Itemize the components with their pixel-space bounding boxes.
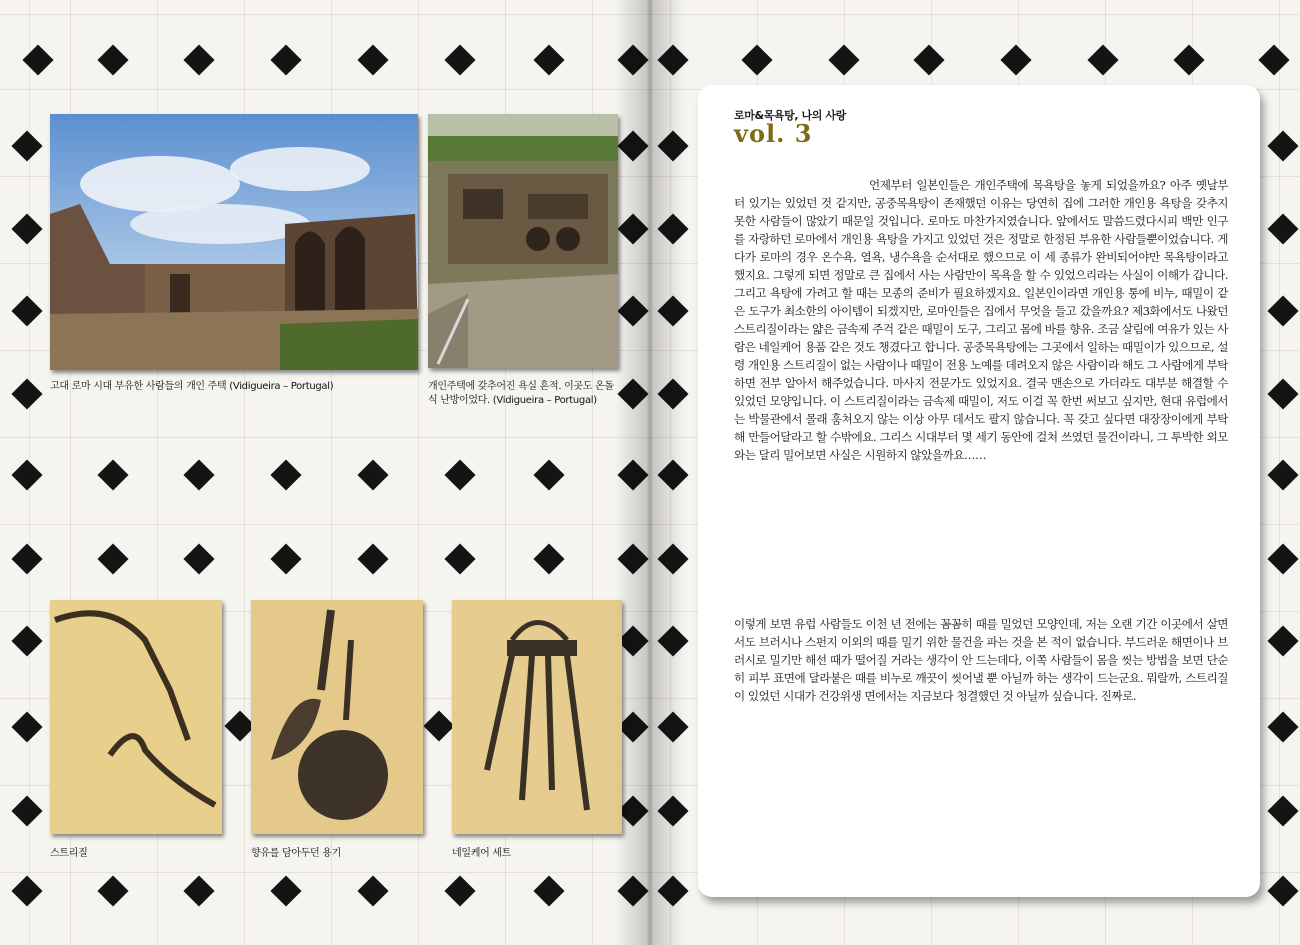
floor-tile [1267,130,1298,161]
volume-label: vol. 3 [734,119,813,148]
oil-container-photo [251,600,423,834]
floor-tile [1173,44,1204,75]
floor-tile [11,130,42,161]
floor-tile [1267,213,1298,244]
floor-tile [533,459,564,490]
floor-tile [1267,795,1298,826]
floor-tile [1267,875,1298,906]
floor-tile [11,459,42,490]
villa-bath-remains-photo [428,114,618,368]
article-card [698,85,1260,897]
floor-tile [444,459,475,490]
floor-tile [741,44,772,75]
floor-tile [270,44,301,75]
photo-caption: 고대 로마 시대 부유한 사람들의 개인 주택 (Vidigueira – Portugal) [50,381,334,392]
floor-tile [270,459,301,490]
floor-tile [357,875,388,906]
floor-tile [183,459,214,490]
floor-tile [828,44,859,75]
floor-tile [617,378,648,409]
floor-tile [11,295,42,326]
floor-tile [913,44,944,75]
floor-tile [1267,543,1298,574]
floor-tile [11,543,42,574]
floor-tile [617,795,648,826]
floor-tile [444,44,475,75]
floor-tile [97,44,128,75]
floor-tile [617,875,648,906]
floor-tile [1267,711,1298,742]
floor-tile [1000,44,1031,75]
floor-tile [657,44,688,75]
floor-tile [97,543,128,574]
floor-tile [183,543,214,574]
floor-tile [270,875,301,906]
floor-tile [183,875,214,906]
floor-tile [657,795,688,826]
nail-care-set-photo [452,600,622,834]
photo-caption: 네일케어 세트 [452,848,512,859]
floor-tile [22,44,53,75]
floor-tile [1258,44,1289,75]
floor-tile [657,875,688,906]
floor-tile [11,378,42,409]
floor-tile [357,543,388,574]
floor-tile [657,543,688,574]
floor-tile [423,710,454,741]
photo-caption: 향유를 담아두던 용기 [251,848,341,859]
photo-caption: 개인주택에 갖추어진 욕실 흔적. 이곳도 온돌식 난방이었다. (Vidigueira – Portugal) [428,381,614,406]
floor-tile [617,44,648,75]
strigil-photo [50,600,222,834]
floor-tile [11,875,42,906]
floor-tile [97,459,128,490]
floor-tile [657,459,688,490]
floor-tile [533,44,564,75]
floor-tile [617,295,648,326]
floor-tile [11,711,42,742]
floor-tile [617,130,648,161]
floor-tile [183,44,214,75]
floor-tile [444,543,475,574]
floor-tile [617,543,648,574]
floor-tile [357,44,388,75]
floor-tile [657,625,688,656]
floor-tile [270,543,301,574]
floor-tile [97,875,128,906]
series-title: 로마&목욕탕, 나의 사랑 [734,109,846,122]
article-paragraph: 이렇게 보면 유럽 사람들도 이천 년 전에는 꼼꼼히 때를 밀었던 모양인데, 저는 오랜 기간 이곳에서 살면서도 브러시나 스펀지 이외의 때를 밀기 위한 물건을 파는 것을 본 적이 없습니다. 부드러운 해면이나 브러시로 밀기만 해선 때가 떨어질 거라는 생각이 안 드는데다, 이쪽 사람들이 몸을 씻는 방법을 보면 단순히 피부 표면에 달라붙은 때를 비누로 깨끗이 씻어낼 뿐 아닐까 하는 생각이 드는군요. 뭐랄까, 스트리질이 있었던 시대가 건강위생 면에서는 지금보다 청결했던 것 아닐까 싶습니다. 진짜로. [734,617,1228,703]
floor-tile [357,459,388,490]
floor-tile [657,130,688,161]
floor-tile [657,711,688,742]
floor-tile [533,875,564,906]
floor-tile [657,295,688,326]
floor-tile [1267,459,1298,490]
floor-tile [11,625,42,656]
floor-tile [657,378,688,409]
floor-tile [657,213,688,244]
floor-tile [617,459,648,490]
floor-tile [533,543,564,574]
floor-tile [1267,625,1298,656]
article-paragraph: 언제부터 일본인들은 개인주택에 목욕탕을 놓게 되었을까요? 아주 옛날부터 있기는 있었던 것 같지만, 공중목욕탕이 존재했던 이유는 당연히 집에 그러한 개인용 욕탕을 갖추지 못한 사람들이 많았기 때문일 것입니다. 로마도 마찬가지였습니다. 앞에서도 말씀드렸다시피 백만 인구를 자랑하던 로마에서 개인용 욕탕을 가지고 있었던 것은 정말로 한정된 부유한 사람들뿐이었습니다. 게다가 로마의 경우 온수욕, 열욕, 냉수욕을 순서대로 했으므로 이 세 종류가 완비되어야만 목욕탕이라고 했지요. 그렇게 되면 정말로 큰 집에서 사는 사람만이 목욕을 할 수 있었으리라는 사실이 이해가 갑니다. 그리고 욕탕에 가려고 할 때는 모종의 준비가 필요하겠지요. 일본인이라면 개인용 통에 비누, 때밀이 같은 도구가 최소한의 아이템이 되겠지만, 로마인들은 집에서 무엇을 들고 갔을까요? 제3화에서도 나왔던 스트리질이라는 얇은 금속제 주걱 같은 때밀이 도구, 그리고 몸에 바를 향유. 조금 살림에 여유가 있는 사람은 네일케어 용품 같은 것도 챙겼다고 합니다. 공중목욕탕에는 그곳에서 일하는 때밀이가 있으므로, 설령 개인용 스트리질이 없는 사람이나 때밀이 전용 노예를 데려오지 않은 사람이라 해도 그 사람에게 부탁하면 전부 알아서 해주었습니다. 마사지 전문가도 있었지요. 결국 맨손으로 가더라도 대부분 해결할 수 있었던 모양입니다. 이 스트리질이라는 금속제 때밀이, 저도 이걸 꼭 한번 써보고 싶지만, 현대 유럽에서는 박물관에서 몰래 훔쳐오지 않는 이상 아무 데서도 팔지 않습니다. 꼭 갖고 싶다면 대장장이에게 부탁해 만들어달라고 할 수밖에요. 그리스 시대부터 몇 세기 동안에 걸쳐 쓰였던 물건이라니, 그 투박한 외모와는 달리 밀어보면 사실은 시원하지 않았을까요…… [734,178,1228,462]
floor-tile [11,213,42,244]
floor-tile [1087,44,1118,75]
floor-tile [11,795,42,826]
photo-caption: 스트리질 [50,848,88,859]
floor-tile [617,711,648,742]
floor-tile [1267,295,1298,326]
roman-villa-ruins-photo [50,114,418,370]
floor-tile [617,625,648,656]
floor-tile [1267,378,1298,409]
floor-tile [444,875,475,906]
floor-tile [617,213,648,244]
